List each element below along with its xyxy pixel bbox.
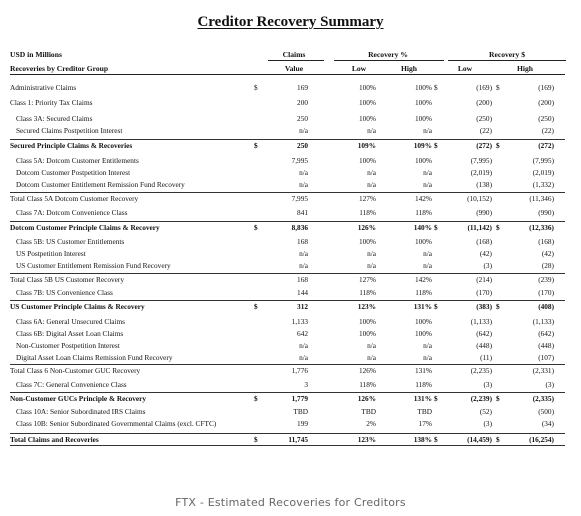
- table-row: [10, 97, 565, 108]
- claims-dollar-sign: $: [254, 141, 258, 150]
- table-row: [10, 433, 565, 446]
- recovery-high-pct: 17%: [418, 419, 432, 428]
- row-label: Class 6A: General Unsecured Claims: [16, 317, 126, 326]
- row-label: US Customer Entitlement Remission Fund Recovery: [16, 261, 171, 270]
- recovery-low-pct: n/a: [367, 353, 376, 362]
- row-label: Total Claims and Recoveries: [10, 435, 99, 444]
- high-pct-header: High: [400, 64, 418, 73]
- table-row: [10, 179, 565, 190]
- recovery-pct-header: Recovery %: [368, 50, 408, 59]
- recovery-high-usd: (408): [538, 302, 554, 311]
- table-row: [10, 139, 565, 151]
- claims-value: 168: [297, 237, 308, 246]
- recovery-low-pct: 126%: [357, 394, 376, 403]
- row-label: Total Class 6 Non-Customer GUC Recovery: [10, 366, 141, 375]
- recovery-high-usd: (169): [538, 83, 554, 92]
- table-row: [10, 273, 565, 285]
- claims-value: 144: [297, 288, 308, 297]
- recovery-high-pct: 118%: [415, 288, 432, 297]
- recovery-low-pct: 118%: [359, 288, 376, 297]
- claims-value: n/a: [299, 168, 308, 177]
- recovery-high-pct: 100%: [414, 237, 432, 246]
- recovery-high-usd: (642): [538, 329, 554, 338]
- recovery-high-usd: (1,332): [532, 180, 554, 189]
- claims-value: TBD: [293, 407, 308, 416]
- recovery-high-pct: 131%: [414, 366, 432, 375]
- recovery-low-usd: (7,995): [470, 156, 492, 165]
- recovery-high-pct: n/a: [423, 126, 432, 135]
- recovery-high-usd: (11,346): [529, 194, 554, 203]
- table-row: [10, 300, 565, 312]
- recovery-high-usd: (990): [538, 208, 554, 217]
- recovery-high-usd: (1,133): [532, 317, 554, 326]
- claims-value: 199: [297, 419, 308, 428]
- claims-dollar-sign: $: [254, 302, 258, 311]
- recovery-high-pct: 118%: [415, 380, 432, 389]
- recovery-high-usd: (3): [545, 380, 554, 389]
- row-label: US Customer Principle Claims & Recovery: [10, 302, 145, 311]
- row-label: Dotcom Customer Entitlement Remission Fund Recovery: [16, 180, 185, 189]
- recovery-low-pct: n/a: [367, 249, 376, 258]
- recovery-low-pct: 109%: [357, 141, 376, 150]
- row-label: Class 7B: US Convenience Class: [16, 288, 113, 297]
- recovery-low-usd: (52): [479, 407, 492, 416]
- recovery-high-pct: 100%: [414, 317, 432, 326]
- recovery-low-pct: 126%: [358, 366, 376, 375]
- recovery-low-usd: (42): [479, 249, 492, 258]
- table-row: [10, 379, 565, 390]
- recovery-low-pct: 2%: [366, 419, 376, 428]
- recovery-low-pct: n/a: [367, 126, 376, 135]
- recovery-low-usd: (11): [480, 353, 492, 362]
- recovery-high-usd: (2,335): [532, 394, 554, 403]
- group-label: Recoveries by Creditor Group: [10, 64, 109, 73]
- recovery-low-usd: (138): [476, 180, 492, 189]
- recovery-low-usd: (214): [476, 275, 492, 284]
- claims-header: Claims: [282, 50, 306, 59]
- high-usd-header: High: [516, 64, 534, 73]
- recovery-high-usd: (28): [541, 261, 554, 270]
- recovery-low-usd: (2,019): [470, 168, 492, 177]
- table-row: [10, 364, 565, 376]
- row-label: Total Class 5A Dotcom Customer Recovery: [10, 194, 139, 203]
- row-label: Class 7A: Dotcom Convenience Class: [16, 208, 128, 217]
- recovery-usd-header: Recovery $: [488, 50, 526, 59]
- recovery-low-pct: 100%: [358, 83, 376, 92]
- recovery-low-usd: (448): [476, 341, 492, 350]
- recovery-low-pct: 100%: [358, 98, 376, 107]
- table-row: [10, 207, 565, 218]
- recovery-low-pct: 127%: [358, 194, 376, 203]
- row-label: Class 6B: Digital Asset Loan Claims: [16, 329, 124, 338]
- table-row: [10, 352, 565, 363]
- recovery-high-pct: n/a: [423, 353, 432, 362]
- recovery-low-pct: n/a: [367, 341, 376, 350]
- claims-value: n/a: [299, 341, 308, 350]
- row-label: Administrative Claims: [10, 83, 77, 92]
- claims-value: n/a: [299, 180, 308, 189]
- units-label: USD in Millions: [10, 50, 62, 59]
- recovery-high-pct: TBD: [417, 407, 432, 416]
- claims-value: 1,779: [291, 394, 308, 403]
- recovery-high-pct: 118%: [415, 208, 432, 217]
- recovery-high-pct: n/a: [423, 341, 432, 350]
- recovery-high-pct: 142%: [414, 194, 432, 203]
- row-label: Dotcom Customer Principle Claims & Recovery: [10, 223, 160, 232]
- recovery-high-pct: 140%: [413, 223, 432, 232]
- recovery-high-usd: (170): [538, 288, 554, 297]
- row-label: Non-Customer Postpetition Interest: [16, 341, 120, 350]
- recovery-low-pct: 100%: [358, 317, 376, 326]
- low-usd-dollar-sign: $: [434, 394, 438, 403]
- value-header: Value: [284, 64, 304, 73]
- recovery-low-pct: 126%: [357, 223, 376, 232]
- table-row: [10, 406, 565, 417]
- claims-value: 3: [304, 380, 308, 389]
- table-row: [10, 113, 565, 124]
- recovery-high-pct: 131%: [413, 394, 432, 403]
- recovery-high-usd: (7,995): [532, 156, 554, 165]
- claims-value: 168: [297, 275, 308, 284]
- table-row: [10, 316, 565, 327]
- recovery-high-pct: 100%: [414, 83, 432, 92]
- recovery-high-usd: (239): [538, 275, 554, 284]
- recovery-low-usd: (250): [476, 114, 492, 123]
- claims-dollar-sign: $: [254, 394, 258, 403]
- table-row: [10, 340, 565, 351]
- high-usd-dollar-sign: $: [496, 141, 500, 150]
- recovery-high-usd: (272): [538, 141, 554, 150]
- table-row: [10, 287, 565, 298]
- recovery-low-usd: (11,142): [467, 223, 492, 232]
- high-usd-dollar-sign: $: [496, 302, 500, 311]
- low-usd-dollar-sign: $: [434, 141, 438, 150]
- low-usd-dollar-sign: $: [434, 223, 438, 232]
- row-label: Class 1: Priority Tax Claims: [10, 98, 93, 107]
- claims-value: 250: [297, 141, 308, 150]
- recovery-low-usd: (2,239): [470, 394, 492, 403]
- claims-value: 312: [297, 302, 308, 311]
- claims-dollar-sign: $: [254, 83, 258, 92]
- recovery-low-pct: 100%: [358, 114, 376, 123]
- recovery-low-usd: (3): [483, 380, 492, 389]
- row-label: Dotcom Customer Postpetition Interest: [16, 168, 131, 177]
- row-label: US Postpetition Interest: [16, 249, 86, 258]
- claims-value: 1,133: [291, 317, 308, 326]
- claims-value: 7,995: [291, 194, 308, 203]
- table-row: [10, 155, 565, 166]
- low-usd-dollar-sign: $: [434, 435, 438, 444]
- recovery-high-pct: 100%: [414, 329, 432, 338]
- recovery-low-usd: (22): [479, 126, 492, 135]
- recovery-low-pct: 100%: [358, 156, 376, 165]
- recovery-high-pct: 100%: [414, 114, 432, 123]
- row-label: Class 10B: Senior Subordinated Governmental Claims (excl. CFTC): [16, 419, 217, 428]
- recovery-high-usd: (250): [538, 114, 554, 123]
- table-row: [10, 221, 565, 233]
- recovery-pct-header-rule: [334, 60, 444, 61]
- claims-value: 169: [297, 83, 308, 92]
- low-usd-dollar-sign: $: [434, 302, 438, 311]
- recovery-low-usd: (10,152): [467, 194, 492, 203]
- recovery-high-usd: (107): [538, 353, 554, 362]
- recovery-high-usd: (2,331): [532, 366, 554, 375]
- high-usd-dollar-sign: $: [496, 394, 500, 403]
- recovery-high-usd: (12,336): [529, 223, 554, 232]
- recovery-low-pct: 123%: [357, 435, 376, 444]
- row-label: Class 5A: Dotcom Customer Entitlements: [16, 156, 139, 165]
- recovery-high-usd: (200): [538, 98, 554, 107]
- table-row: [10, 328, 565, 339]
- row-label: Class 10A: Senior Subordinated IRS Claims: [16, 407, 146, 416]
- high-usd-dollar-sign: $: [496, 83, 500, 92]
- recovery-low-usd: (3): [483, 261, 492, 270]
- high-usd-dollar-sign: $: [496, 435, 500, 444]
- claims-value: 8,836: [291, 223, 308, 232]
- recovery-high-pct: 142%: [414, 275, 432, 284]
- claims-value: 642: [297, 329, 308, 338]
- recovery-high-usd: (42): [541, 249, 554, 258]
- recovery-low-pct: 127%: [358, 275, 376, 284]
- table-row: [10, 392, 565, 404]
- recovery-high-usd: (34): [541, 419, 554, 428]
- recovery-usd-header-rule: [448, 60, 566, 61]
- claims-value: 11,745: [288, 435, 308, 444]
- recovery-high-usd: (22): [541, 126, 554, 135]
- low-usd-dollar-sign: $: [434, 83, 438, 92]
- table-row: [10, 167, 565, 178]
- claims-value: 7,995: [291, 156, 308, 165]
- low-pct-header: Low: [351, 64, 367, 73]
- claims-header-rule: [268, 60, 324, 61]
- table-row: [10, 125, 565, 136]
- recovery-high-pct: n/a: [423, 168, 432, 177]
- recovery-high-pct: 131%: [413, 302, 432, 311]
- recovery-high-pct: 100%: [414, 156, 432, 165]
- figure-caption: FTX - Estimated Recoveries for Creditors: [175, 496, 406, 509]
- row-label: Class 5B: US Customer Entitlements: [16, 237, 125, 246]
- recovery-high-usd: (168): [538, 237, 554, 246]
- recovery-low-pct: n/a: [367, 180, 376, 189]
- recovery-low-pct: 118%: [359, 380, 376, 389]
- row-label: Non-Customer GUCs Principle & Recovery: [10, 394, 147, 403]
- recovery-low-pct: 100%: [358, 329, 376, 338]
- recovery-low-usd: (3): [483, 419, 492, 428]
- recovery-high-pct: 109%: [413, 141, 432, 150]
- claims-dollar-sign: $: [254, 435, 258, 444]
- recovery-high-usd: (2,019): [532, 168, 554, 177]
- table-row: [10, 82, 565, 93]
- table-row: [10, 248, 565, 259]
- table-row: [10, 260, 565, 271]
- recovery-low-pct: 123%: [357, 302, 376, 311]
- claims-value: 250: [297, 114, 308, 123]
- low-usd-header: Low: [457, 64, 473, 73]
- recovery-high-pct: 100%: [414, 98, 432, 107]
- recovery-low-usd: (1,133): [470, 317, 492, 326]
- claims-value: 841: [297, 208, 308, 217]
- table-row: [10, 236, 565, 247]
- row-label: Secured Principle Claims & Recoveries: [10, 141, 133, 150]
- claims-value: 200: [297, 98, 308, 107]
- row-label: Class 7C: General Convenience Class: [16, 380, 127, 389]
- recovery-high-pct: n/a: [423, 180, 432, 189]
- recovery-low-usd: (990): [476, 208, 492, 217]
- high-usd-dollar-sign: $: [496, 223, 500, 232]
- recovery-low-usd: (170): [476, 288, 492, 297]
- recovery-low-usd: (169): [476, 83, 492, 92]
- table-row: [10, 192, 565, 204]
- recovery-high-usd: (500): [538, 407, 554, 416]
- recovery-low-pct: 118%: [359, 208, 376, 217]
- recovery-low-pct: TBD: [361, 407, 376, 416]
- claims-dollar-sign: $: [254, 223, 258, 232]
- recovery-low-usd: (383): [476, 302, 492, 311]
- recovery-low-usd: (14,459): [467, 435, 492, 444]
- recovery-high-usd: (448): [538, 341, 554, 350]
- claims-value: n/a: [299, 126, 308, 135]
- recovery-high-pct: n/a: [423, 261, 432, 270]
- claims-value: n/a: [299, 353, 308, 362]
- recovery-low-usd: (2,235): [470, 366, 492, 375]
- recovery-high-pct: n/a: [423, 249, 432, 258]
- row-label: Digital Asset Loan Claims Remission Fund Recovery: [16, 353, 173, 362]
- recovery-low-usd: (272): [476, 141, 492, 150]
- recovery-low-pct: n/a: [367, 261, 376, 270]
- row-label: Total Class 5B US Customer Recovery: [10, 275, 124, 284]
- header-bottom-rule: [10, 74, 565, 75]
- claims-value: 1,776: [291, 366, 308, 375]
- recovery-low-usd: (200): [476, 98, 492, 107]
- recovery-low-pct: 100%: [358, 237, 376, 246]
- row-label: Secured Claims Postpetition Interest: [16, 126, 123, 135]
- page-title: Creditor Recovery Summary: [197, 14, 384, 30]
- row-label: Class 3A: Secured Claims: [16, 114, 93, 123]
- recovery-high-pct: 138%: [413, 435, 432, 444]
- claims-value: n/a: [299, 261, 308, 270]
- recovery-low-pct: n/a: [367, 168, 376, 177]
- recovery-low-usd: (168): [476, 237, 492, 246]
- claims-value: n/a: [299, 249, 308, 258]
- recovery-high-usd: (16,254): [529, 435, 554, 444]
- recovery-low-usd: (642): [476, 329, 492, 338]
- table-row: [10, 418, 565, 429]
